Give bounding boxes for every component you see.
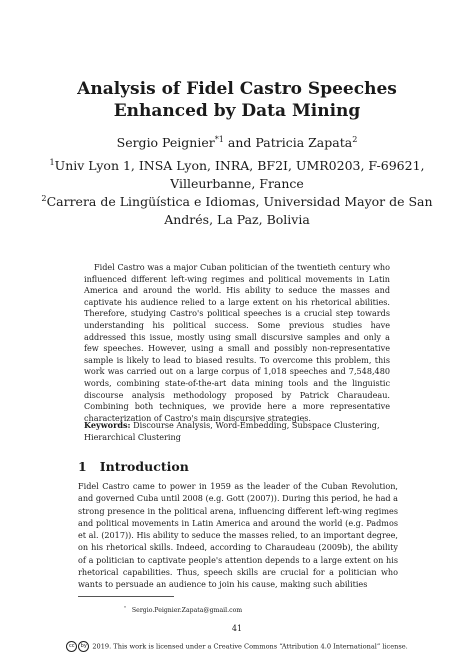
page-number: 41 [231, 624, 243, 633]
section-number: 1 [78, 459, 87, 474]
affiliation-1-line-2: Villeurbanne, France [170, 176, 304, 192]
author-1: Sergio Peignier [116, 135, 215, 151]
affiliation-1-mark: 1 [49, 157, 55, 167]
keywords [84, 420, 394, 443]
affiliation-2-mark: 2 [41, 193, 47, 203]
section-heading [78, 459, 189, 474]
affiliation-2-line-1: Carrera de Lingüística e Idiomas, Universidad Mayor de San [46, 194, 433, 210]
author-1-mark: *1 [214, 134, 224, 144]
footnote [124, 605, 242, 614]
paper-title [0, 78, 474, 122]
author-2: and Patricia Zapata [223, 135, 353, 151]
title-line-1: Analysis of Fidel Castro Speeches [77, 79, 397, 99]
by-icon: by [78, 641, 89, 652]
introduction-text: Fidel Castro came to power in 1959 as the leader of the Cuban Revolution, and governed Cuba until 2008 (e.g. Gott (2007)). During this period, he had a strong presence in the political arena, influencing different left-wing regimes and political movements in Latin America and around the world (e.g. Padmos et al. (2017)). His ability to seduce the masses relied, to an important degree, on his rhetorical skills. Indeed, according to Charaudeau (2009b), the ability of a politician to captivate people's attention depends to a large extent on his rhetorical capabilities. Thus, speech skills are crucial for a politician who wants to persuade an audience to join his cause, making such abilities [78, 481, 398, 590]
license-text: 2019. This work is licensed under a Creative Commons “Attribution 4.0 International” license. [92, 642, 408, 651]
affiliation-2-line-2: Andrés, La Paz, Bolivia [164, 212, 310, 228]
license-line [0, 641, 474, 652]
title-line-2: Enhanced by Data Mining [113, 101, 361, 121]
keywords-label: Keywords: [84, 420, 131, 430]
author-line [0, 130, 474, 152]
affiliation-1-line-1: Univ Lyon 1, INSA Lyon, INRA, BF2I, UMR0203, F-69621, [54, 158, 425, 174]
keywords-list: Discourse Analysis, Word-Embedding, Subspace Clustering, Hierarchical Clustering [84, 420, 380, 442]
footnote-rule [78, 596, 174, 597]
abstract: Fidel Castro was a major Cuban politician of the twentieth century who influenced different left-wing regimes and political movements in Latin America and around the world. His ability to seduce the masses and captivate his audience relied to a large extent on his rhetorical abilities. Therefore, studying Castro's political speeches is a crucial step towards understanding his political success. Some previous studies have addressed this issue, mostly using small discursive samples and only a few speeches. However, using a small and possibly non-representative sample is likely to lead to biased results. To overcome this problem, this work was carried out on a large corpus of 1,018 speeches and 7,548,480 words, combining state-of-the-art data mining tools and the linguistic discourse analysis methodology proposed by Patrick Charaudeau. Combining both techniques, we provide here a more representative characterization of Castro's main discursive strategies. [84, 262, 390, 423]
author-2-mark: 2 [352, 134, 358, 144]
footnote-email: Sergio.Peignier.Zapata@gmail.com [131, 607, 243, 615]
footnote-mark: * [124, 605, 127, 610]
cc-icon: cc [66, 641, 77, 652]
section-title: Introduction [99, 459, 189, 474]
affiliation-2 [0, 189, 474, 229]
affiliation-1 [0, 153, 474, 193]
